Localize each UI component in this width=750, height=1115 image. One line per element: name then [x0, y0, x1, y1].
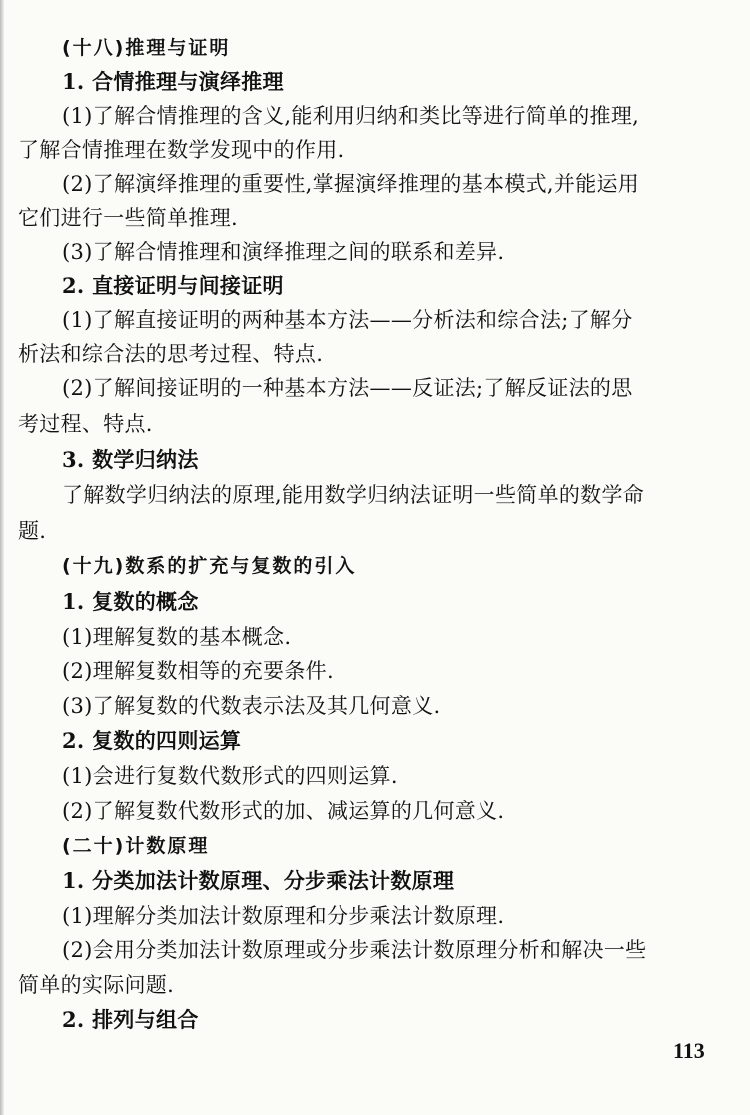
subsection-heading: 1. 合情推理与演绎推理: [62, 69, 284, 94]
paragraph-line: 了解数学归纳法的原理,能用数学归纳法证明一些简单的数学命: [62, 483, 645, 507]
paragraph-line: 题.: [18, 519, 47, 543]
paragraph-line: (1)会进行复数代数形式的四则运算.: [62, 764, 398, 788]
paragraph-line: (3)了解合情推理和演绎推理之间的联系和差异.: [62, 240, 505, 264]
paragraph-line: 了解合情推理在数学发现中的作用.: [18, 138, 345, 162]
page-number: 113: [673, 1038, 705, 1063]
subsection-heading: 3. 数学归纳法: [62, 447, 199, 472]
paragraph-line: (2)了解间接证明的一种基本方法——反证法;了解反证法的思: [62, 376, 633, 400]
paragraph-line: (2)理解复数相等的充要条件.: [62, 659, 334, 683]
subsection-heading: 2. 复数的四则运算: [62, 728, 242, 753]
paragraph-line: (3)了解复数的代数表示法及其几何意义.: [62, 694, 441, 718]
section-heading-18: (十八)推理与证明: [62, 37, 231, 59]
paragraph-line: (2)会用分类加法计数原理或分步乘法计数原理分析和解决一些: [62, 938, 647, 962]
paragraph-line: 它们进行一些简单推理.: [18, 206, 238, 230]
subsection-heading: 1. 复数的概念: [62, 589, 199, 614]
subsection-heading: 2. 排列与组合: [62, 1007, 199, 1032]
paragraph-line: (2)了解演绎推理的重要性,掌握演绎推理的基本模式,并能运用: [62, 172, 640, 196]
paragraph-line: 析法和综合法的思考过程、特点.: [18, 342, 324, 366]
paragraph-line: (1)理解分类加法计数原理和分步乘法计数原理.: [62, 904, 505, 928]
subsection-heading: 1. 分类加法计数原理、分步乘法计数原理: [62, 868, 455, 893]
paragraph-line: 考过程、特点.: [18, 412, 153, 436]
section-heading-20: (二十)计数原理: [62, 835, 210, 857]
paragraph-line: 简单的实际问题.: [18, 973, 175, 997]
paragraph-line: (1)理解复数的基本概念.: [62, 625, 292, 649]
binding-edge: [0, 0, 4, 1115]
paragraph-line: (2)了解复数代数形式的加、减运算的几何意义.: [62, 799, 505, 823]
paragraph-line: (1)了解直接证明的两种基本方法——分析法和综合法;了解分: [62, 308, 633, 332]
subsection-heading: 2. 直接证明与间接证明: [62, 273, 284, 298]
paragraph-line: (1)了解合情推理的含义,能利用归纳和类比等进行简单的推理,: [62, 104, 640, 128]
section-heading-19: (十九)数系的扩充与复数的引入: [62, 555, 357, 577]
